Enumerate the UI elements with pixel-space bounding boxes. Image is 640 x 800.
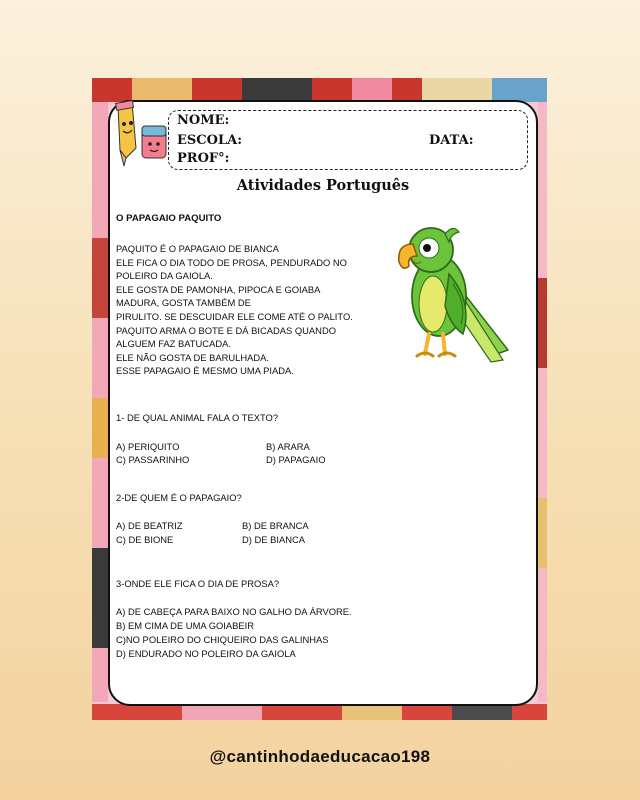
story-line: ESSE PAPAGAIO É MESMO UMA PIADA. [116,365,294,377]
story-line: ELE NÃO GOSTA DE BARULHADA. [116,351,269,363]
question-1-option-a: A) PERIQUITO [116,441,180,452]
question-1-option-c: C) PASSARINHO [116,454,190,465]
question-2-prompt: 2-DE QUEM É O PAPAGAIO? [116,492,242,503]
pencil-and-eraser-mascots-icon [110,100,172,170]
story-line: PAQUITO ARMA O BOTE E DÁ BICADAS QUANDO [116,324,337,336]
story-line: PAQUITO É O PAPAGAIO DE BIANCA [116,243,279,254]
question-2-option-b: B) DE BRANCA [242,520,309,531]
question-1-prompt: 1- DE QUAL ANIMAL FALA O TEXTO? [116,412,279,423]
story-text [116,242,353,378]
question-3-option-d: D) ENDURADO NO POLEIRO DA GAIOLA [116,648,296,659]
story-title: O PAPAGAIO PAQUITO [116,213,222,224]
question-1-option-d: D) PAPAGAIO [266,454,326,465]
story-line: MADURA, GOSTA TAMBÉM DE [116,297,251,309]
question-1-option-b: B) ARARA [266,441,310,452]
story-line: ELE FICA O DIA TODO DE PROSA, PENDURADO NO [116,256,347,268]
student-info-box [168,110,528,170]
teacher-field-label: PROF°: [177,151,230,166]
question-3-option-b: B) EM CIMA DE UMA GOIABEIR [116,620,255,631]
story-line: POLEIRO DA GAIOLA. [116,270,213,282]
story-line: ALGUEM FAZ BATUCADA. [116,338,231,350]
question-3-option-c: C)NO POLEIRO DO CHIQUEIRO DAS GALINHAS [116,634,329,645]
brand-handle: @cantinhodaeducacao198 [209,747,431,766]
story-line: ELE GOSTA DE PAMONHA, PIPOCA E GOIABA [116,283,321,295]
question-2-option-c: C) DE BIONE [116,534,174,545]
question-3-prompt: 3-ONDE ELE FICA O DIA DE PROSA? [116,578,280,589]
question-2-option-a: A) DE BEATRIZ [116,520,183,531]
name-field-label: NOME: [177,113,230,128]
date-field-label: DATA: [429,133,474,148]
worksheet-title: Atividades Português [236,177,410,194]
question-3-option-a: A) DE CABEÇA PARA BAIXO NO GALHO DA ÁRVORE. [116,606,352,617]
story-line: PIRULITO. SE DESCUIDAR ELE COME ATÉ O PALITO. [116,310,353,322]
question-2-option-d: D) DE BIANCA [242,534,306,545]
school-field-label: ESCOLA: [177,133,242,148]
parrot-illustration-icon [393,222,511,374]
